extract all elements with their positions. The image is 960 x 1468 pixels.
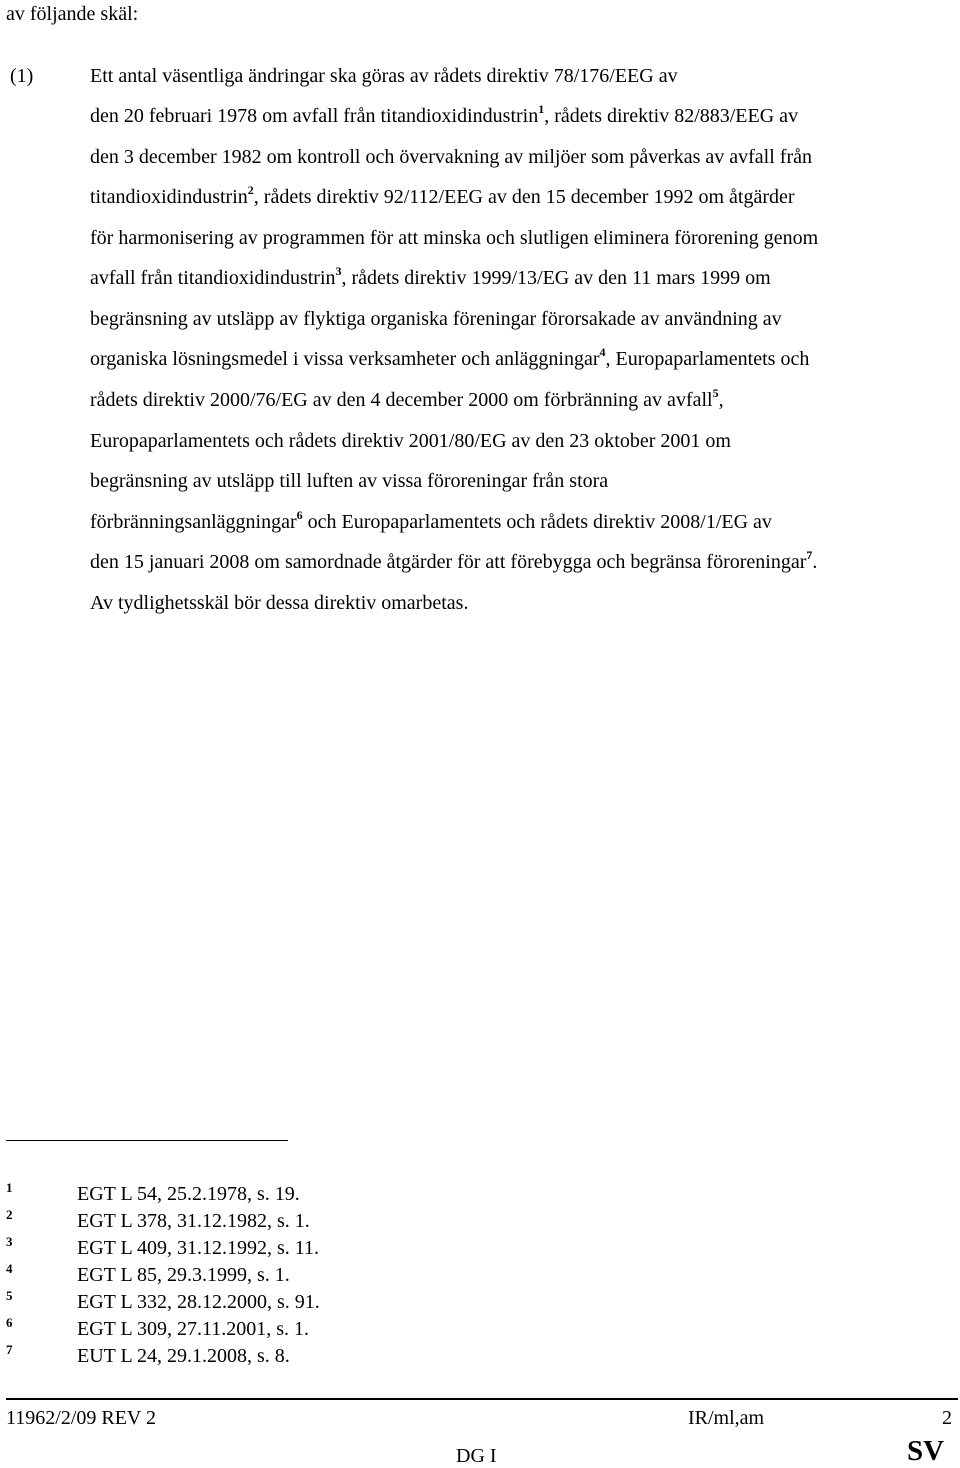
footnote-number: 2 [6, 1207, 13, 1222]
directorate-general: DG I [456, 1445, 497, 1467]
footnote-text: EGT L 309, 27.11.2001, s. 1. [77, 1318, 310, 1340]
author-initials: IR/ml,am [688, 1407, 765, 1429]
footnote-ref[interactable]: 5 [712, 386, 719, 400]
footnote-number: 3 [6, 1234, 13, 1249]
recital-line: Europaparlamentets och rådets direktiv 2001/80/EG av den 23 oktober 2001 om [90, 430, 731, 452]
footnote-text: EGT L 85, 29.3.1999, s. 1. [77, 1264, 290, 1286]
footnote-ref[interactable]: 6 [296, 508, 303, 522]
footnote-ref[interactable]: 3 [335, 264, 342, 278]
footnote-number: 5 [6, 1288, 13, 1303]
recital-number: (1) [10, 65, 34, 87]
recital-line: den 15 januari 2008 om samordnade åtgärder för att förebygga och begränsa föroreningar$^7$. [90, 548, 818, 573]
footnote-ref[interactable]: 1 [538, 102, 545, 116]
recital-line: för harmonisering av programmen för att minska och slutligen eliminera förorening genom [90, 227, 819, 249]
recital-line: begränsning av utsläpp av flyktiga organiska föreningar förorsakade av användning av [90, 308, 782, 330]
recital-line: Ett antal väsentliga ändringar ska göras av rådets direktiv 78/176/EEG av [90, 65, 678, 87]
footnote-text: EUT L 24, 29.1.2008, s. 8. [77, 1345, 290, 1367]
footnote-text: EGT L 54, 25.2.1978, s. 19. [77, 1183, 300, 1205]
recital-line: den 3 december 1982 om kontroll och övervakning av miljöer som påverkas av avfall från [90, 146, 812, 168]
footnote-number: 4 [6, 1261, 13, 1276]
intro-text: av följande skäl: [6, 3, 139, 25]
footnote-text: EGT L 332, 28.12.2000, s. 91. [77, 1291, 320, 1313]
document-reference: 11962/2/09 REV 2 [6, 1407, 157, 1429]
footnote-text: EGT L 409, 31.12.1992, s. 11. [77, 1237, 320, 1259]
recital-line: avfall från titandioxidindustrin$^3$, rådets direktiv 1999/13/EG av den 11 mars 1999 om [90, 264, 771, 289]
recital-line: förbränningsanläggningar$^6$ och Europaparlamentets och rådets direktiv 2008/1/EG av [90, 508, 772, 533]
footnote-number: 1 [6, 1180, 13, 1195]
recital-line: titandioxidindustrin$^2$, rådets direktiv 92/112/EEG av den 15 december 1992 om åtgärder [90, 183, 795, 208]
footnote-number: 7 [6, 1342, 13, 1357]
footnote-separator [6, 1140, 288, 1141]
recital-line: organiska lösningsmedel i vissa verksamheter och anläggningar$^4$, Europaparlamentets och [90, 345, 810, 370]
footnote-ref[interactable]: 2 [247, 183, 254, 197]
recital-line: Av tydlighetsskäl bör dessa direktiv omarbetas. [90, 592, 469, 614]
footnote-text: EGT L 378, 31.12.1982, s. 1. [77, 1210, 310, 1232]
recital-line: begränsning av utsläpp till luften av vissa föroreningar från stora [90, 470, 609, 492]
recital-line: den 20 februari 1978 om avfall från titandioxidindustrin$^1$, rådets direktiv 82/883/EEG av [90, 102, 799, 127]
footnote-ref[interactable]: 7 [806, 548, 813, 562]
footnote-ref[interactable]: 4 [599, 345, 606, 359]
recital-line: rådets direktiv 2000/76/EG av den 4 december 2000 om förbränning av avfall$^5$, [90, 386, 724, 411]
footer-separator [6, 1398, 958, 1400]
page-number: 2 [942, 1407, 952, 1429]
footnote-number: 6 [6, 1315, 13, 1330]
language-code: SV [907, 1435, 945, 1467]
